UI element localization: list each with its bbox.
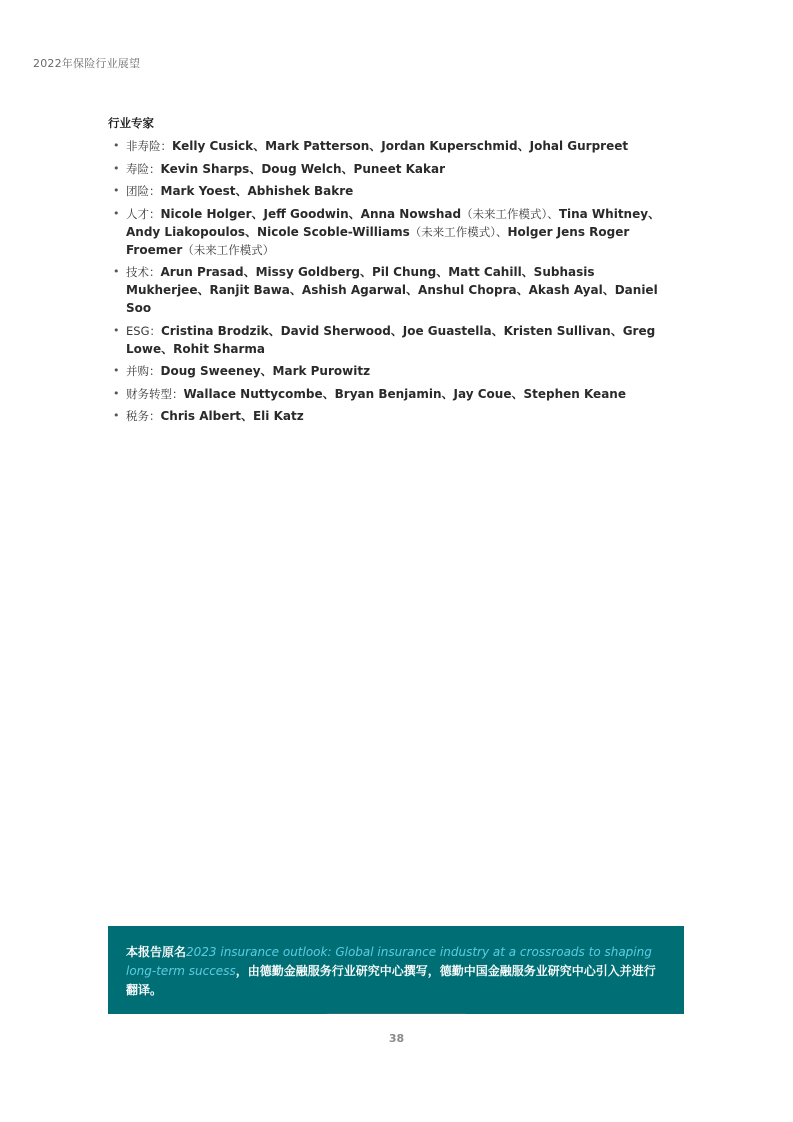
expert-list-item: [108, 362, 668, 380]
bullet-icon: •: [113, 206, 120, 220]
expert-names: Cristina Brodzik、David Sherwood、Joe Guastella、Kristen Sullivan、Greg Lowe、Rohit Sharma: [126, 323, 656, 356]
expert-list-item: [108, 322, 668, 358]
expert-category: 团险：: [126, 184, 161, 198]
expert-list-item: [108, 205, 668, 259]
expert-names: Holger Jens Roger Froemer: [126, 224, 630, 257]
expert-category: 非寿险：: [126, 139, 172, 153]
section-heading: 行业专家: [108, 116, 154, 130]
expert-names: Mark Yoest、Abhishek Bakre: [160, 184, 354, 198]
source-note-prefix: 本报告原名: [126, 945, 187, 959]
page-number: 38: [388, 1032, 405, 1045]
expert-list-item: [108, 182, 668, 200]
expert-names: Doug Sweeney、Mark Purowitz: [160, 364, 371, 378]
expert-category: 税务：: [126, 409, 161, 423]
footer-divider: [327, 1013, 466, 1014]
expert-names: Chris Albert、Eli Katz: [160, 409, 304, 423]
expert-list-item: [108, 385, 668, 403]
bullet-icon: •: [113, 386, 120, 400]
expert-note: （未来工作模式）、: [461, 206, 559, 221]
bullet-icon: •: [113, 161, 120, 175]
expert-names: Nicole Holger、Jeff Goodwin、Anna Nowshad: [160, 206, 462, 221]
expert-list-item: [108, 263, 668, 317]
expert-list-item: [108, 137, 668, 155]
bullet-icon: •: [113, 139, 120, 152]
expert-names: Tina Whitney、Andy Liakopoulos、Nicole Scoble-Williams: [126, 206, 661, 239]
bullet-icon: •: [113, 323, 120, 337]
expert-note: （未来工作模式）、: [409, 224, 508, 239]
expert-category: 寿险：: [126, 161, 161, 176]
source-note-suffix: ，由德勤金融服务行业研究中心撰写，德勤中国金融服务业研究中心引入并进行翻译。: [126, 964, 656, 997]
expert-list-item: [108, 160, 668, 178]
expert-names: Arun Prasad、Missy Goldberg、Pil Chung、Matt Cahill、Subhasis Mukherjee、Ranjit Bawa、Ashish Agarwal、Anshul Chopra、Akash Ayal、Daniel Soo: [126, 265, 658, 315]
expert-note: （未来工作模式）: [182, 242, 275, 257]
expert-names: Kevin Sharps、Doug Welch、Puneet Kakar: [160, 161, 446, 176]
expert-category: 财务转型：: [126, 386, 184, 401]
expert-category: 人才：: [126, 206, 161, 221]
expert-category: 并购：: [126, 364, 161, 378]
running-header: 2022年保险行业展望: [33, 57, 141, 70]
expert-category: ESG：: [126, 323, 161, 338]
bullet-icon: •: [113, 364, 120, 377]
expert-category: 技术：: [126, 265, 161, 279]
source-note-box: [108, 926, 684, 1014]
bullet-icon: •: [113, 409, 120, 422]
expert-names: Kelly Cusick、Mark Patterson、Jordan Kuperschmid、Johal Gurpreet: [172, 139, 629, 153]
bullet-icon: •: [113, 265, 120, 278]
industry-experts-section: [108, 115, 668, 430]
expert-names: Wallace Nuttycombe、Bryan Benjamin、Jay Coue、Stephen Keane: [183, 386, 626, 401]
expert-list-item: [108, 407, 668, 425]
expert-list: [108, 137, 668, 425]
original-report-title: 2023 insurance outlook: Global insurance industry at a crossroads to shaping long-term success: [126, 945, 652, 978]
bullet-icon: •: [113, 184, 120, 197]
